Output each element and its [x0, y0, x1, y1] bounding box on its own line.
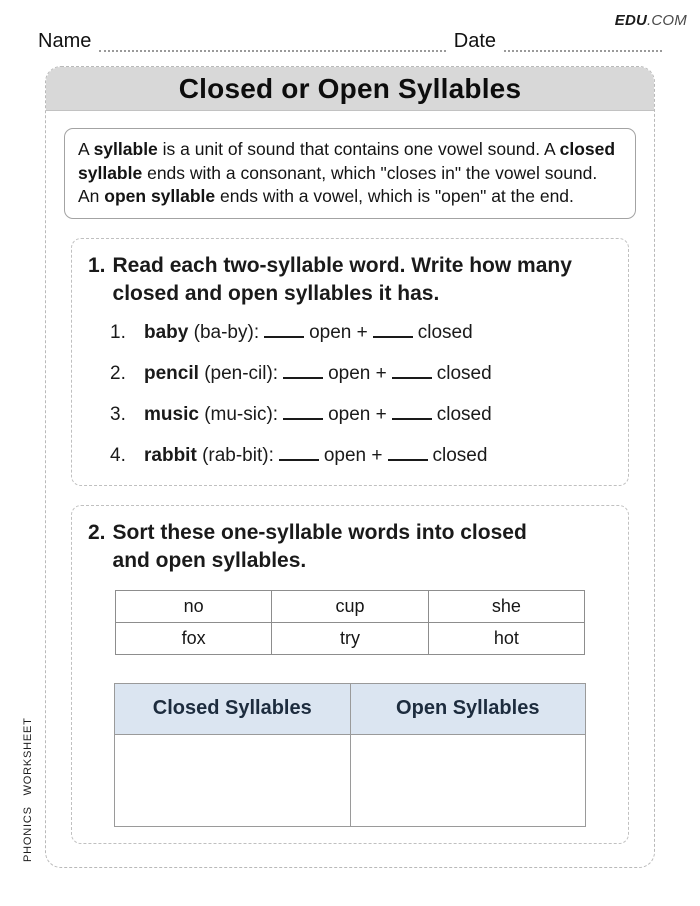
edu-com-logo	[615, 12, 687, 29]
open-syllables-header: Open Syllables	[350, 683, 586, 734]
worksheet-page	[45, 66, 655, 868]
syllable-item-rabbit	[110, 445, 612, 467]
phonics-worksheet-side-label: PHONICS WORKSHEET	[22, 717, 34, 862]
item-number: 4.	[110, 444, 126, 466]
page-title: Closed or Open Syllables	[178, 72, 522, 104]
item-number: 3.	[110, 403, 126, 425]
syllable-item-pencil	[110, 363, 612, 385]
name-label: Name	[38, 30, 92, 52]
section-1	[71, 238, 629, 486]
section-2-number: 2.	[88, 520, 106, 544]
section-2	[71, 505, 629, 844]
definition-box	[64, 128, 636, 219]
word-bank-row	[116, 590, 585, 622]
item-number: 2.	[110, 362, 126, 384]
date-label: Date	[453, 30, 496, 52]
date-write-line[interactable]	[504, 32, 662, 52]
word-bank-cell: hot	[428, 622, 584, 654]
open-count-blank[interactable]	[283, 416, 323, 420]
closed-count-blank[interactable]	[392, 375, 432, 379]
closed-syllables-header: Closed Syllables	[115, 683, 351, 734]
logo-rest-part: .COM	[647, 12, 687, 29]
syllable-items	[88, 322, 612, 467]
open-count-blank[interactable]	[264, 334, 304, 338]
open-syllables-answer-cell[interactable]	[350, 734, 586, 826]
name-write-line[interactable]	[99, 32, 445, 52]
closed-count-blank[interactable]	[392, 416, 432, 420]
open-count-blank[interactable]	[279, 457, 319, 461]
word-bank-cell: she	[428, 590, 584, 622]
sorting-table-header-row	[115, 683, 586, 734]
word-bank-cell: try	[272, 622, 428, 654]
section-2-instructions: Sort these one-syllable words into closed and open syllables.	[112, 520, 527, 572]
item-text: baby (ba-by): open + closed	[144, 321, 473, 343]
item-text: music (mu-sic): open + closed	[144, 403, 492, 425]
closed-count-blank[interactable]	[388, 457, 428, 461]
section-1-heading	[88, 252, 612, 308]
closed-count-blank[interactable]	[373, 334, 413, 338]
section-1-number: 1.	[88, 253, 106, 277]
item-number: 1.	[110, 321, 126, 343]
item-text: rabbit (rab-bit): open + closed	[144, 444, 488, 466]
word-bank-table	[115, 590, 585, 655]
sorting-table-answer-row	[115, 734, 586, 826]
section-2-heading	[88, 519, 612, 575]
syllable-item-baby	[110, 322, 612, 344]
section-1-instructions: Read each two-syllable word. Write how many closed and open syllables it has.	[112, 253, 572, 305]
word-bank-cell: no	[116, 590, 272, 622]
word-bank-row	[116, 622, 585, 654]
item-text: pencil (pen-cil): open + closed	[144, 362, 492, 384]
closed-syllables-answer-cell[interactable]	[115, 734, 351, 826]
word-bank-cell: fox	[116, 622, 272, 654]
title-bar	[46, 67, 654, 111]
syllable-item-music	[110, 404, 612, 426]
word-bank-cell: cup	[272, 590, 428, 622]
name-date-row	[38, 30, 662, 52]
definition-text: A syllable is a unit of sound that contains one vowel sound. A closed syllable ends with a consonant, which "closes in" the vowel sound. An open syllable ends with a vowel, which is "open" at the end.	[78, 139, 616, 206]
open-count-blank[interactable]	[283, 375, 323, 379]
sorting-table	[114, 683, 586, 827]
logo-bold-part: EDU	[614, 12, 648, 29]
